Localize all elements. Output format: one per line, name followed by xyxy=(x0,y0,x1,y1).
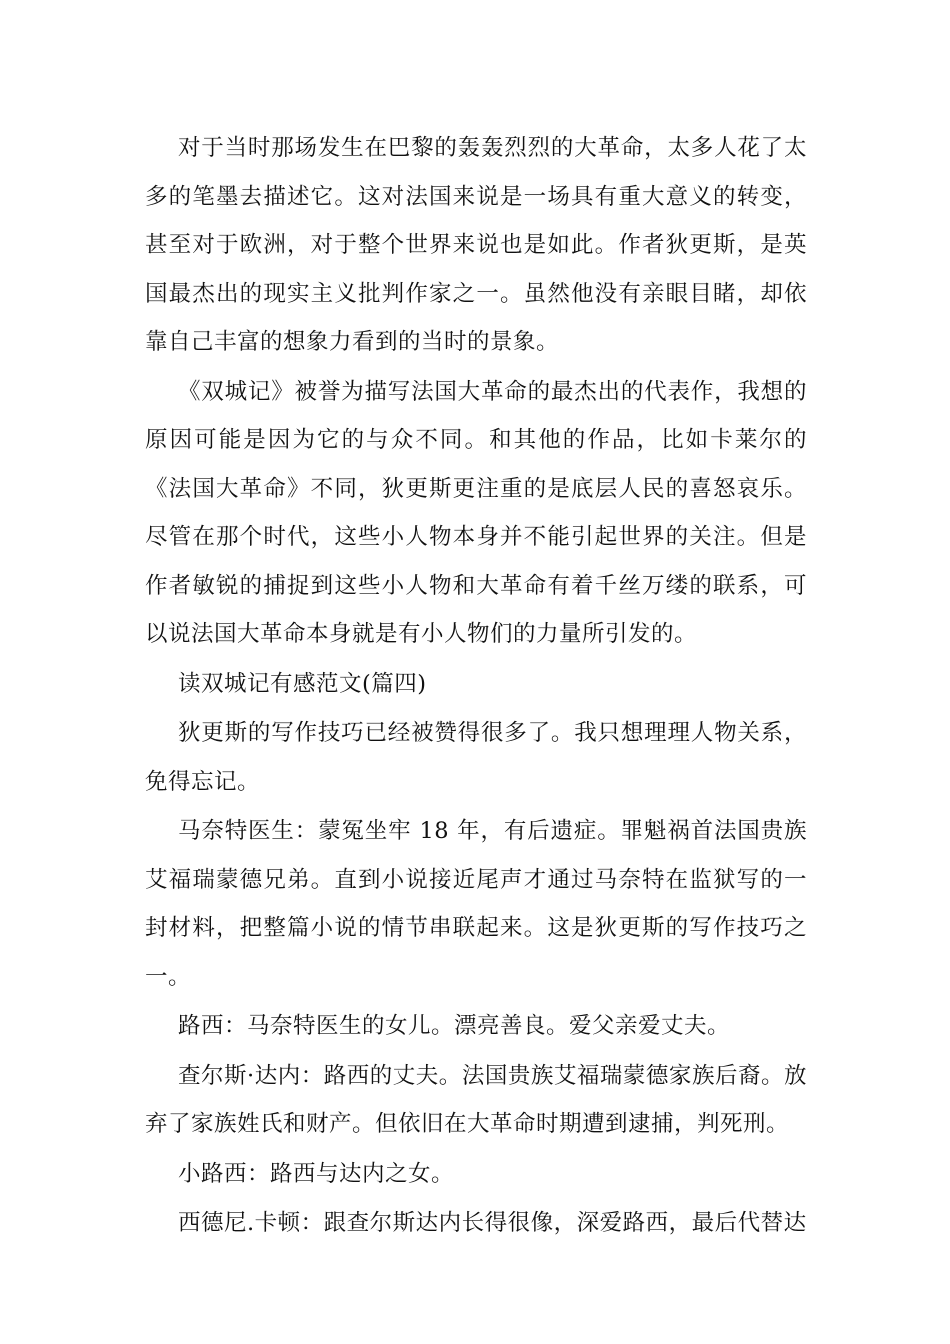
paragraph-character-little-lucie: 小路西：路西与达内之女。 xyxy=(178,1160,455,1187)
document-page xyxy=(145,124,807,1248)
paragraph-masterpiece: 《双城记》被誉为描写法国大革命的最杰出的代表作，我想的原因可能是因为它的与众不同。和其他的作品，比如卡莱尔的《法国大革命》不同，狄更斯更注重的是底层人民的喜怒哀乐。尽管在那个时代，这些小人物本身并不能引起世界的关注。但是作者敏锐的捕捉到这些小人物和大革命有着千丝万缕的联系，可以说法国大革命本身就是有小人物们的力量所引发的。 xyxy=(145,378,807,647)
paragraph-characters-intro: 狄更斯的写作技巧已经被赞得很多了。我只想理理人物关系，免得忘记。 xyxy=(145,720,807,795)
paragraph-character-lucie: 路西：马奈特医生的女儿。漂亮善良。爱父亲爱丈夫。 xyxy=(178,1013,731,1039)
paragraph-revolution-intro: 对于当时那场发生在巴黎的轰轰烈烈的大革命，太多人花了太多的笔墨去描述它。这对法国来说是一场具有重大意义的转变，甚至对于欧洲，对于整个世界来说也是如此。作者狄更斯，是英国最杰出的现实主义批判作家之一。虽然他没有亲眼目睹，却依靠自己丰富的想象力看到的当时的景象。 xyxy=(145,135,807,355)
paragraph-character-darnay: 查尔斯·达内：路西的丈夫。法国贵族艾福瑞蒙德家族后裔。放弃了家族姓氏和财产。但依旧在大革命时期遭到逮捕，判死刑。 xyxy=(145,1062,807,1137)
section-heading: 读双城记有感范文(篇四) xyxy=(178,670,427,697)
paragraph-character-manette: 马奈特医生：蒙冤坐牢 18 年，有后遗症。罪魁祸首法国贵族艾福瑞蒙德兄弟。直到小说接近尾声才通过马奈特在监狱写的一封材料，把整篇小说的情节串联起来。这是狄更斯的写作技巧之一。 xyxy=(145,818,807,990)
paragraph-character-carton: 西德尼.卡顿：跟查尔斯达内长得很像，深爱路西，最后代替达 xyxy=(178,1210,807,1236)
